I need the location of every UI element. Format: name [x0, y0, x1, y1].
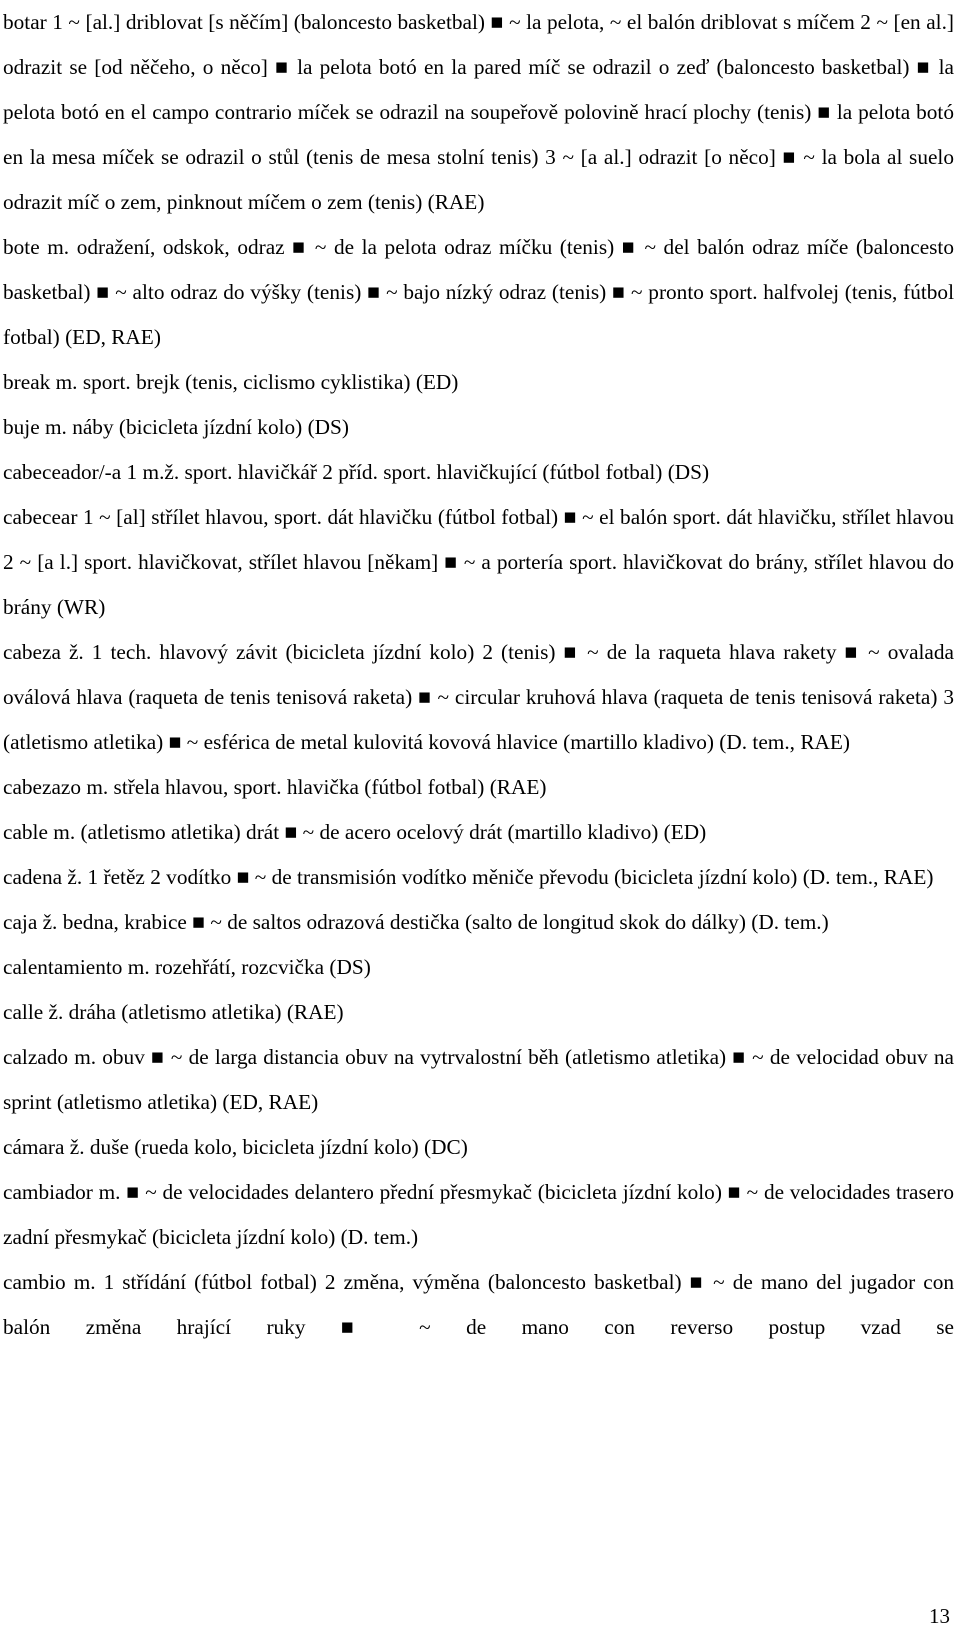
entry-break: break m. sport. brejk (tenis, ciclismo cyklistika) (ED): [3, 370, 459, 394]
page-number: 13: [929, 1604, 950, 1628]
entry-bote: bote m. odražení, odskok, odraz ■ ~ de la pelota odraz míčku (tenis) ■ ~ del balón odraz míče (baloncesto basketbal) ■ ~ alto odraz do výšky (tenis) ■ ~ bajo nízký odraz (tenis) ■ ~ pronto sport. halfvolej (tenis, fútbol fotbal) (ED, RAE): [3, 235, 954, 349]
entry-camara: cámara ž. duše (rueda kolo, bicicleta jízdní kolo) (DC): [3, 1135, 468, 1159]
entry-cable: cable m. (atletismo atletika) drát ■ ~ de acero ocelový drát (martillo kladivo) (ED): [3, 820, 707, 844]
entry-botar: botar 1 ~ [al.] driblovat [s něčím] (baloncesto basketbal) ■ ~ la pelota, ~ el balón driblovat s míčem 2 ~ [en al.] odrazit se [od něčeho, o něco] ■ la pelota botó en la pared míč se odrazil o zeď (baloncesto basketbal) ■ la pelota botó en el campo contrario míček se odrazil na soupeřově polovině hrací plochy (tenis) ■ la pelota botó en la mesa míček se odrazil o stůl (tenis de mesa stolní tenis) 3 ~ [a al.] odrazit [o něco] ■ ~ la bola al suelo odrazit míč o zem, pinknout míčem o zem (tenis) (RAE): [3, 10, 954, 214]
entry-calle: calle ž. dráha (atletismo atletika) (RAE): [3, 1000, 344, 1024]
entry-caja: caja ž. bedna, krabice ■ ~ de saltos odrazová destička (salto de longitud skok do dálky) (D. tem.): [3, 910, 829, 934]
entry-calentamiento: calentamiento m. rozehřátí, rozcvička (DS): [3, 955, 371, 979]
entry-cabeza: cabeza ž. 1 tech. hlavový závit (bicicleta jízdní kolo) 2 (tenis) ■ ~ de la raqueta hlava rakety ■ ~ ovalada oválová hlava (raqueta de tenis tenisová raketa) ■ ~ circular kruhová hlava (raqueta de tenis tenisová raketa) 3 (atletismo atletika) ■ ~ esférica de metal kulovitá kovová hlavice (martillo kladivo) (D. tem., RAE): [3, 640, 954, 754]
entry-buje: buje m. náby (bicicleta jízdní kolo) (DS): [3, 415, 349, 439]
entry-cabeceador: cabeceador/-a 1 m.ž. sport. hlavičkář 2 příd. sport. hlavičkující (fútbol fotbal) (DS): [3, 460, 710, 484]
entry-calzado: calzado m. obuv ■ ~ de larga distancia obuv na vytrvalostní běh (atletismo atletika) ■ ~ de velocidad obuv na sprint (atletismo atletika) (ED, RAE): [3, 1045, 954, 1114]
entry-cadena: cadena ž. 1 řetěz 2 vodítko ■ ~ de transmisión vodítko měniče převodu (bicicleta jízdní kolo) (D. tem., RAE): [3, 865, 934, 889]
dictionary-page: [3, 0, 954, 1350]
entry-cabezazo: cabezazo m. střela hlavou, sport. hlavička (fútbol fotbal) (RAE): [3, 775, 547, 799]
entry-cambio: cambio m. 1 střídání (fútbol fotbal) 2 změna, výměna (baloncesto basketbal) ■ ~ de mano del jugador con balón změna hrající ruky ■ ~ de mano con reverso postup vzad se: [3, 1270, 954, 1339]
entry-cabecear: cabecear 1 ~ [al] střílet hlavou, sport. dát hlavičku (fútbol fotbal) ■ ~ el balón sport. dát hlavičku, střílet hlavou 2 ~ [a l.] sport. hlavičkovat, střílet hlavou [někam] ■ ~ a portería sport. hlavičkovat do brány, střílet hlavou do brány (WR): [3, 505, 954, 619]
entry-cambiador: cambiador m. ■ ~ de velocidades delantero přední přesmykač (bicicleta jízdní kolo) ■ ~ de velocidades trasero zadní přesmykač (bicicleta jízdní kolo) (D. tem.): [3, 1180, 954, 1249]
